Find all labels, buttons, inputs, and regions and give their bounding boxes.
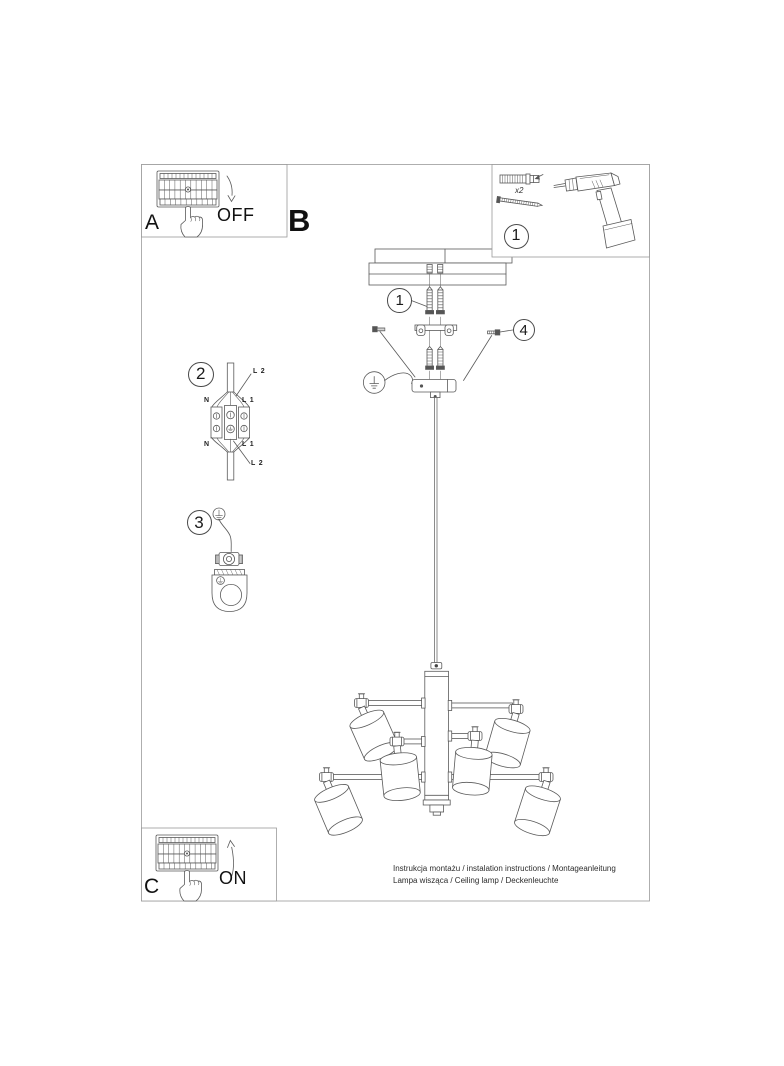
mounting-screw-icon [426, 347, 445, 370]
breaker-panel-icon [157, 171, 219, 207]
panel-c-label: C [144, 875, 160, 898]
ground-wire-step [212, 508, 247, 612]
step-1-badge: 1 [387, 288, 412, 313]
mounting-screw-icon [426, 287, 445, 314]
step1-leader [410, 300, 427, 307]
step-1-badge-tools: 1 [504, 224, 529, 249]
panel-a-label: A [145, 211, 160, 234]
ground-symbol-icon [363, 372, 385, 394]
panel-c-action: ON [219, 868, 247, 888]
ground-symbol-icon [213, 508, 225, 520]
canopy-end-icon [212, 570, 247, 612]
section-b-label: B [288, 203, 311, 238]
step-2-badge: 2 [188, 362, 214, 388]
wire-label-n-top: N [204, 396, 210, 404]
footer-line-2: Lampa wisząca / Ceiling lamp / Deckenleuchte [393, 875, 559, 885]
wire-label-l2-bottom: L 2 [251, 460, 264, 467]
panel-c-box [142, 828, 277, 901]
canopy-icon [412, 380, 456, 399]
suspension-cable-icon [434, 398, 437, 663]
footer [393, 863, 616, 886]
wire-label-l1-bottom: L 1 [242, 440, 255, 448]
ground-wire-icon [220, 521, 232, 552]
step-4-badge: 4 [513, 319, 535, 341]
mounting-bracket-icon [415, 325, 457, 336]
terminal-block-icon [211, 363, 251, 480]
pendant-lamp-icon [310, 663, 565, 840]
wire-label-l2-top: L 2 [253, 368, 266, 375]
step-3-badge: 3 [187, 510, 212, 535]
wire-label-l1-top: L 1 [242, 396, 255, 404]
breaker-panel-icon [156, 835, 218, 871]
panel-a-action: OFF [217, 205, 255, 225]
projection-lines [380, 332, 492, 381]
ground-wire-icon [385, 373, 413, 384]
wall-plug-icon [500, 174, 539, 184]
panel-a-box [142, 165, 288, 238]
wire-label-n-bottom: N [204, 440, 210, 448]
lamp-column [423, 671, 450, 815]
footer-line-1: Instrukcja montażu / instalation instructions / Montageanleitung [393, 864, 616, 873]
plug-quantity: x2 [515, 186, 524, 195]
clamp-nut-icon [216, 553, 243, 566]
step4-leader [500, 330, 513, 332]
